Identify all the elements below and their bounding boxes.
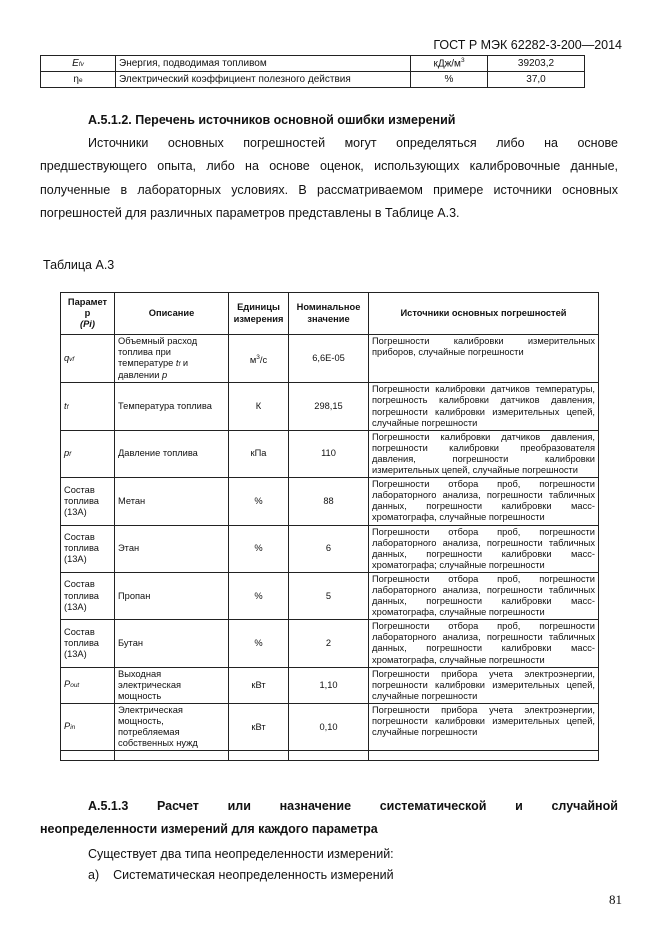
header-nominal: Номинальное значение	[289, 293, 369, 335]
heading-word: Расчет	[156, 799, 199, 813]
table-row	[61, 430, 599, 477]
table-row	[61, 572, 599, 619]
heading-word: назначение	[279, 799, 352, 813]
value-cell: 37,0	[488, 72, 585, 88]
unit-cell: %	[411, 72, 488, 88]
nominal-cell: 6,6E-05	[289, 335, 369, 383]
nominal-cell: 2	[289, 620, 369, 667]
empty-cell	[289, 751, 369, 761]
section-heading-line2: неопределенности измерений для каждого параметра	[40, 822, 378, 836]
unit-cell: кПа	[229, 430, 289, 477]
sources-cell: Погрешности отбора проб, погрешности лабораторного анализа, погрешности табличных данных, погрешности калибровки масс-хроматографа; случайные погрешности	[369, 525, 599, 572]
header-param: Парамет р (Pi)	[61, 293, 115, 335]
header-sources: Источники основных погрешностей	[369, 293, 599, 335]
unit-cell: %	[229, 525, 289, 572]
symbol-cell: Efv	[41, 56, 116, 72]
header-description: Описание	[115, 293, 229, 335]
symbol-cell: ηe	[41, 72, 116, 88]
list-marker: а)	[88, 868, 100, 882]
list-item	[88, 868, 394, 882]
sources-cell: Погрешности отбора проб, погрешности лабораторного анализа, погрешности табличных данных, погрешности калибровки масс-хроматографа, случайные погрешности	[369, 620, 599, 667]
heading-word: или	[227, 799, 251, 813]
param-cell: Состав топлива (13А)	[61, 620, 115, 667]
body-text: Существует два типа неопределенности измерений:	[88, 847, 394, 861]
table-row	[61, 335, 599, 383]
sources-cell: Погрешности прибора учета электроэнергии, погрешности калибровки измерительных цепей, случайные погрешности	[369, 703, 599, 750]
table-row	[41, 56, 585, 72]
unit-cell: кВт	[229, 667, 289, 703]
empty-cell	[115, 751, 229, 761]
description-cell: Электрический коэффициент полезного действия	[116, 72, 411, 88]
section-heading-line1	[88, 799, 618, 813]
description-cell: Метан	[115, 478, 229, 525]
heading-word: случайной	[551, 799, 618, 813]
nominal-cell: 1,10	[289, 667, 369, 703]
description-cell: Этан	[115, 525, 229, 572]
unit-cell: %	[229, 572, 289, 619]
param-cell: pf	[61, 430, 115, 477]
heading-word: А.5.1.3	[88, 799, 129, 813]
top-table	[40, 55, 585, 88]
unit-cell: $м^3/с$	[229, 335, 289, 383]
unit-cell: кДж/$м^3$	[411, 56, 488, 72]
param-cell: tf	[61, 383, 115, 430]
nominal-cell: 5	[289, 572, 369, 619]
unit-cell: %	[229, 620, 289, 667]
empty-cell	[229, 751, 289, 761]
param-cell: qvf	[61, 335, 115, 383]
table-row	[61, 703, 599, 750]
nominal-cell: 298,15	[289, 383, 369, 430]
unit-cell: %	[229, 478, 289, 525]
document-header: ГОСТ Р МЭК 62282-3-200—2014	[433, 38, 622, 52]
sources-cell: Погрешности калибровки датчиков температуры, погрешность калибровки датчиков давления, погрешности калибровки измерительных цепей, случайные погрешности	[369, 383, 599, 430]
description-cell: Давление топлива	[115, 430, 229, 477]
table-header-row	[61, 293, 599, 335]
page-number: 81	[609, 892, 622, 907]
value-cell: 39203,2	[488, 56, 585, 72]
sources-cell: Погрешности отбора проб, погрешности лабораторного анализа, погрешности табличных данных, погрешности калибровки масс-хроматографа, случайные погрешности	[369, 478, 599, 525]
heading-word: и	[515, 799, 523, 813]
heading-word: систематической	[379, 799, 487, 813]
table-row	[61, 383, 599, 430]
sources-cell: Погрешности калибровки измерительных приборов, случайные погрешности	[369, 335, 599, 383]
nominal-cell: 0,10	[289, 703, 369, 750]
table-caption: Таблица А.3	[43, 258, 115, 272]
sources-cell: Погрешности калибровки датчиков давления, погрешности калибровки преобразователя давления, погрешности калибровки измерительных цепей, случайные погрешности	[369, 430, 599, 477]
param-cell: Состав топлива (13А)	[61, 572, 115, 619]
table-row	[61, 478, 599, 525]
param-cell: Pin	[61, 703, 115, 750]
paragraph	[40, 132, 618, 225]
sources-cell: Погрешности отбора проб, погрешности лабораторного анализа, погрешности табличных данных, погрешности калибровки масс-хроматографа, случайные погрешности	[369, 572, 599, 619]
list-item-text: Систематическая неопределенность измерений	[113, 868, 394, 882]
unit-cell: К	[229, 383, 289, 430]
sources-table	[60, 292, 599, 761]
description-cell: Электрическая мощность, потребляемая собственных нужд	[115, 703, 229, 750]
section-title: А.5.1.2. Перечень источников основной ошибки измерений	[88, 113, 456, 127]
description-cell: Температура топлива	[115, 383, 229, 430]
empty-cell	[369, 751, 599, 761]
description-cell: Объемный расход топлива при температуре tf и давлении p	[115, 335, 229, 383]
param-cell: Состав топлива (13А)	[61, 478, 115, 525]
description-cell: Энергия, подводимая топливом	[116, 56, 411, 72]
nominal-cell: 110	[289, 430, 369, 477]
description-cell: Бутан	[115, 620, 229, 667]
header-unit: Единицы измерения	[229, 293, 289, 335]
param-cell: Состав топлива (13А)	[61, 525, 115, 572]
sources-cell: Погрешности прибора учета электроэнергии, погрешности калибровки измерительных цепей, случайные погрешности	[369, 667, 599, 703]
table-row	[41, 72, 585, 88]
param-cell: Pout	[61, 667, 115, 703]
unit-cell: кВт	[229, 703, 289, 750]
empty-row	[61, 751, 599, 761]
empty-cell	[61, 751, 115, 761]
paragraph-rest: предшествующего опыта, либо на основе оценок, использующих калибровочные данные, полученные в лабораторных условиях. В рассматриваемом примере источники основных погрешностей для различных параметров представлены в Таблице А.3.	[40, 159, 618, 220]
description-cell: Пропан	[115, 572, 229, 619]
table-row	[61, 525, 599, 572]
table-row	[61, 620, 599, 667]
table-row	[61, 667, 599, 703]
description-cell: Выходная электрическая мощность	[115, 667, 229, 703]
paragraph-first-line: Источники основных погрешностей могут определяться либо на основе	[88, 136, 618, 150]
nominal-cell: 88	[289, 478, 369, 525]
nominal-cell: 6	[289, 525, 369, 572]
